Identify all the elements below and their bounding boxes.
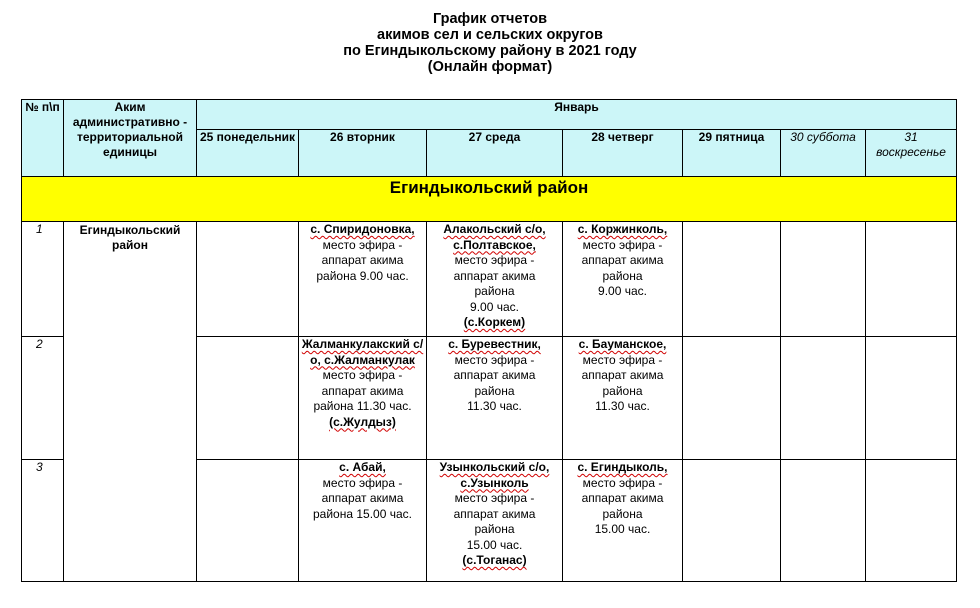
cell-day-25 [197, 222, 299, 337]
schedule-table [21, 99, 957, 582]
info-line: аппарат акима [453, 506, 536, 521]
info-line: района [602, 268, 643, 283]
info-line: место эфира - [582, 352, 663, 367]
info-line: аппарат акима [321, 253, 404, 267]
title-line-3: по Егиндыкольскому району в 2021 году [343, 43, 637, 59]
village-note: (с.Тоганас) [462, 553, 527, 567]
cell-day-27 [427, 222, 563, 337]
header-day-27: 27 среда [427, 130, 563, 177]
info-line: место эфира - [582, 237, 663, 252]
place-name: с. Спиридоновка, [310, 222, 415, 236]
header-day-26: 26 вторник [299, 130, 427, 177]
header-day-30: 30 суббота [781, 130, 866, 177]
info-line: аппарат акима [453, 268, 536, 283]
cell-day-28 [563, 460, 683, 582]
header-akim: Аким административно - территориальной единицы [64, 100, 197, 177]
info-line: место эфира - [454, 491, 535, 505]
place-name: с. Коржинколь, [577, 222, 668, 236]
cell-day-28 [563, 337, 683, 460]
info-line: района [474, 383, 515, 398]
place-name: Жалманкулакский с/о, с.Жалманкулак [301, 337, 424, 367]
header-day-31: 31 воскресенье [866, 130, 957, 177]
village-note: (с.Жулдыз) [329, 414, 396, 429]
cell-day-29 [683, 222, 781, 337]
info-line: района 11.30 час. [313, 399, 412, 413]
district-name: Егиндыкольский район [64, 222, 197, 582]
title-line-2: акимов сел и сельских округов [377, 27, 603, 43]
cell-day-29 [683, 460, 781, 582]
info-line: района 15.00 час. [313, 506, 412, 521]
info-line: района [474, 522, 515, 536]
info-line: место эфира - [454, 253, 535, 267]
info-line: место эфира - [582, 475, 663, 490]
cell-day-26 [299, 337, 427, 460]
info-line: 11.30 час. [595, 399, 650, 413]
info-line: аппарат акима [321, 383, 404, 398]
header-num: № п\п [22, 100, 64, 177]
cell-day-25 [197, 337, 299, 460]
cell-day-26 [299, 222, 427, 337]
header-month: Январь [197, 100, 957, 130]
info-line: место эфира - [322, 237, 403, 252]
cell-day-31 [866, 460, 957, 582]
cell-day-28 [563, 222, 683, 337]
info-line: место эфира - [454, 352, 535, 367]
cell-day-27 [427, 460, 563, 582]
info-line: района [474, 284, 515, 298]
cell-day-30 [781, 222, 866, 337]
village-note: (с.Коркем) [463, 315, 526, 329]
cell-day-26 [299, 460, 427, 582]
info-line: 9.00 час. [470, 299, 519, 314]
info-line: аппарат акима [321, 491, 404, 505]
info-line: аппарат акима [453, 368, 536, 382]
cell-day-29 [683, 337, 781, 460]
row-number: 2 [22, 337, 64, 460]
header-day-25: 25 понедельник [197, 130, 299, 177]
row-number: 3 [22, 460, 64, 582]
info-line: место эфира - [322, 475, 403, 490]
info-line: 15.00 час. [466, 537, 523, 552]
place-name: с. Бауманское, [578, 337, 667, 351]
header-day-28: 28 четверг [563, 130, 683, 177]
info-line: 15.00 час. [594, 522, 651, 536]
info-line: аппарат акима [581, 491, 664, 505]
title-line-4: (Онлайн формат) [427, 59, 553, 75]
place-name: с. Абай, [339, 460, 386, 474]
cell-day-31 [866, 337, 957, 460]
info-line: место эфира - [322, 368, 403, 382]
cell-day-30 [781, 460, 866, 582]
info-line: района [602, 383, 643, 398]
cell-day-27 [427, 337, 563, 460]
title-line-1: График отчетов [432, 11, 548, 27]
info-line: района [602, 506, 643, 521]
info-line: 11.30 час. [467, 399, 522, 413]
cell-day-25 [197, 460, 299, 582]
row-number: 1 [22, 222, 64, 337]
cell-day-31 [866, 222, 957, 337]
place-name: с. Буревестник, [448, 337, 541, 351]
place-name: Алакольский с/о, с.Полтавское, [443, 222, 546, 252]
header-day-29: 29 пятница [683, 130, 781, 177]
info-line: 9.00 час. [598, 284, 647, 298]
cell-day-30 [781, 337, 866, 460]
place-name: Узынкольский с/о, с.Узынколь [439, 460, 550, 490]
district-band: Егиндыкольский район [22, 177, 957, 222]
info-line: района 9.00 час. [316, 268, 409, 283]
info-line: аппарат акима [581, 368, 664, 382]
place-name: с. Егиндыколь, [577, 460, 668, 474]
info-line: аппарат акима [581, 253, 664, 267]
document-title [0, 11, 980, 75]
